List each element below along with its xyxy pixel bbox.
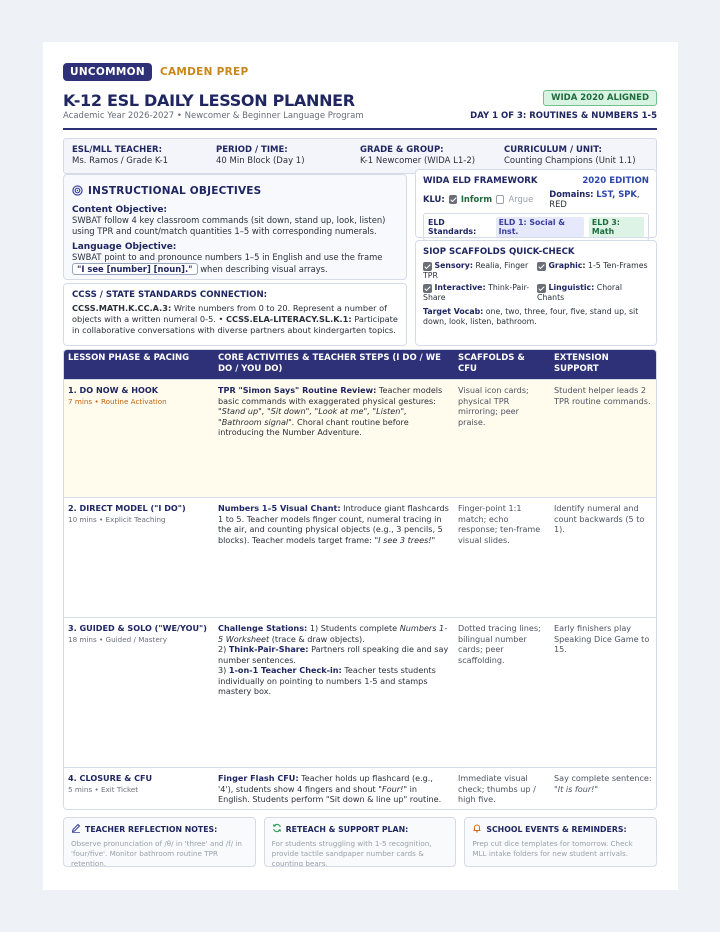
klu-row: KLU: Inform Argue Domains: LST, SPK, RED [423, 189, 649, 209]
alignment-badge: WIDA 2020 ALIGNED [543, 90, 657, 106]
column-header: SCAFFOLDS & CFU [458, 353, 525, 374]
wida-card [415, 169, 657, 238]
table-row: 4. CLOSURE & CFU 5 mins • Exit Ticket Finger Flash CFU: Teacher holds up flashcard (e.g., '4'), students show 4 fingers and shout "Four!" in English. Students perform "Sit down & line up" routine. Immediate visual check; thumbs up / high five. Say complete sentence: "It is four!" [64, 767, 656, 810]
siop-card [415, 240, 657, 346]
pencil-icon [71, 823, 81, 835]
objectives-card [63, 174, 407, 280]
content-objective-label: Content Objective: [72, 205, 168, 215]
domains: Domains: LST, SPK, RED [549, 189, 640, 209]
planner-page [43, 42, 678, 890]
checkbox-icon[interactable] [537, 284, 546, 293]
subtitle: Academic Year 2026-2027 • Newcomer & Beginner Language Program [63, 111, 364, 121]
target-icon [72, 181, 83, 200]
reflection-notes-card[interactable]: TEACHER REFLECTION NOTES: Observe pronunciation of /θ/ in 'three' and /f/ in 'four/five'. Monitor bathroom routine TPR retention. [63, 817, 256, 867]
bottom-cards [63, 817, 657, 867]
column-header: EXTENSION SUPPORT [554, 353, 609, 374]
language-objective-label: Language Objective: [72, 242, 177, 252]
school-name: CAMDEN PREP [159, 65, 249, 78]
school-events-card[interactable]: SCHOOL EVENTS & REMINDERS: Prep cut dice templates for tomorrow. Check MLL intake folders for new student arrivals. [464, 817, 657, 867]
lesson-table [63, 349, 657, 810]
table-header [64, 350, 656, 379]
info-grade: GRADE & GROUP: K-1 Newcomer (WIDA L1-2) [360, 145, 476, 166]
bell-icon [472, 823, 482, 835]
siop-item: Graphic: 1-5 Ten-Frames [537, 261, 651, 281]
page-title: K-12 ESL DAILY LESSON PLANNER [63, 91, 355, 110]
standards-title: CCSS / STATE STANDARDS CONNECTION: [72, 290, 268, 300]
org-badge: UNCOMMON [63, 63, 152, 81]
info-teacher: ESL/MLL TEACHER: Ms. Ramos / Grade K-1 [72, 145, 169, 166]
siop-title: SIOP SCAFFOLDS QUICK-CHECK [423, 247, 575, 257]
checkbox-icon[interactable] [423, 284, 432, 293]
column-header: LESSON PHASE & PACING [68, 353, 190, 363]
table-row: 1. DO NOW & HOOK 7 mins • Routine Activation TPR "Simon Says" Routine Review: Teacher models basic commands with exaggerated physical gestures: "Stand up", "Sit down", "Look at me", "Listen", "Bathroom signal". Choral chant routine before introducing the Number Adventure. Visual icon cards; physical TPR mirroring; peer praise. Student helper leads 2 TPR routine commands. [64, 379, 656, 497]
table-row: 3. GUIDED & SOLO ("WE/YOU") 18 mins • Guided / Mastery Challenge Stations: 1) Students complete Numbers 1-5 Worksheet (trace & draw objects). 2) Think-Pair-Share: Partners roll speaking die and say number sentences. 3) 1-on-1 Teacher Check-in: Teacher tests students individually on pointing to numbers 1-5 and stamps mastery box. Dotted tracing lines; bilingual number cards; peer scaffolding. Early finishers play Speaking Dice Game to 15. [64, 617, 656, 767]
inform-checkbox[interactable] [449, 195, 457, 204]
checkbox-icon[interactable] [537, 262, 546, 271]
standards-card [63, 283, 407, 346]
reteach-plan-card[interactable]: RETEACH & SUPPORT PLAN: For students struggling with 1-5 recognition, provide tactile sandpaper number cards & counting bears. [264, 817, 457, 867]
brand-row [63, 62, 657, 81]
eld-standard-tag: ELD 3: Math [589, 217, 644, 237]
day-label: DAY 1 OF 3: ROUTINES & NUMBERS 1-5 [470, 111, 657, 121]
argue-checkbox[interactable] [496, 195, 504, 204]
sentence-frame: "I see [number] [noun]." [72, 263, 198, 275]
siop-item: Linguistic: Choral Chants [537, 283, 623, 302]
wida-title: WIDA ELD FRAMEWORK [423, 176, 538, 186]
refresh-icon [272, 823, 282, 835]
wida-edition: 2020 EDITION [582, 176, 649, 186]
target-vocab: Target Vocab: one, two, three, four, five, stand up, sit down, look, listen, bathroom. [423, 307, 639, 326]
eld-standards: ELD Standards: ELD 1: Social & Inst. ELD 3: Math [423, 213, 649, 241]
column-header: CORE ACTIVITIES & TEACHER STEPS (I DO / WE DO / YOU DO) [218, 353, 441, 374]
siop-item: Sensory: Realia, Finger TPR [423, 261, 529, 280]
eld-standard-tag: ELD 1: Social & Inst. [496, 217, 584, 237]
objectives-title: INSTRUCTIONAL OBJECTIVES [88, 184, 262, 197]
siop-item: Interactive: Think-Pair-Share [423, 283, 530, 302]
standards-text: CCSS.MATH.K.CC.A.3: Write numbers from 0 to 20. Represent a number of objects with a written numeral 0-5. • CCSS.ELA-LITERACY.SL.K.1: Participate in collaborative conversations with diverse partners about kindergarten topics. [72, 303, 398, 335]
content-objective-text: SWBAT follow 4 key classroom commands (sit down, stand up, look, listen) using TPR and count/match quantities 1–5 with corresponding numerals. [72, 215, 386, 236]
checkbox-icon[interactable] [423, 262, 432, 271]
info-period: PERIOD / TIME: 40 Min Block (Day 1) [216, 145, 305, 166]
info-curriculum: CURRICULUM / UNIT: Counting Champions (Unit 1.1) [504, 145, 636, 166]
table-row: 2. DIRECT MODEL ("I DO") 10 mins • Explicit Teaching Numbers 1–5 Visual Chant: Introduce giant flashcards 1 to 5. Teacher models finger count, numeral tracing in the air, and counting physical objects (e.g., 3 pencils, 5 blocks). Teacher models target frame: "I see 3 trees!" Finger-point 1:1 match; echo response; ten-frame visual slides. Identify numeral and count backwards (5 to 1). [64, 497, 656, 617]
language-objective-text: SWBAT point to and pronounce numbers 1–5 in English and use the frame "I see [number] [noun]." when describing visual arrays. [72, 252, 383, 274]
header-divider [63, 128, 657, 130]
